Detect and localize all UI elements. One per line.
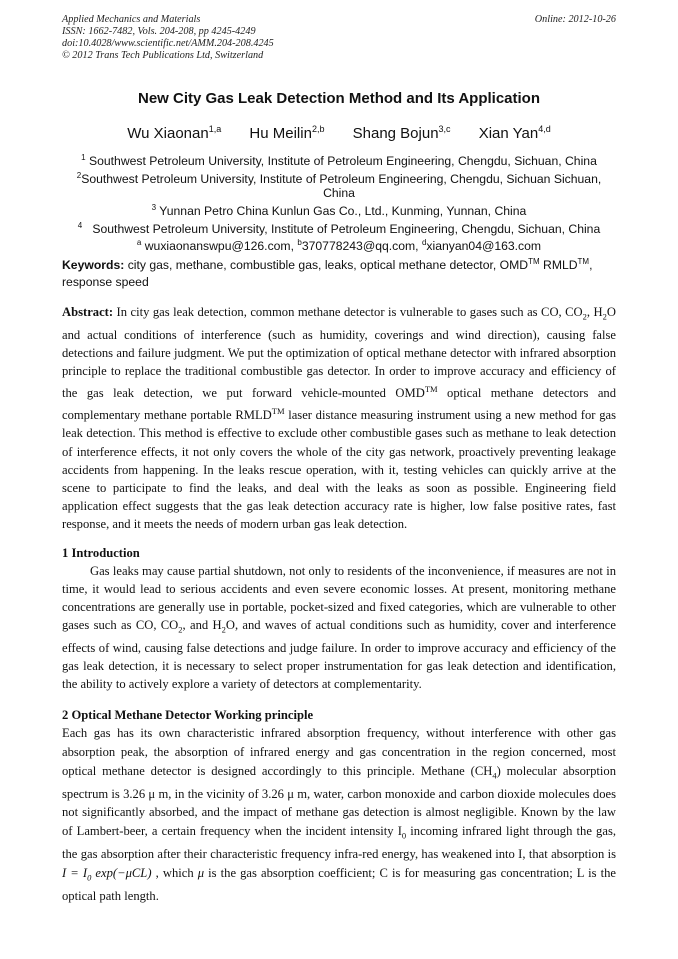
email-line: $^a$ wuxiaonanswpu@126.com, $^b$370778243@qq.com, $^d$xianyan04@163.com	[136, 238, 542, 254]
issn-line: ISSN: 1662-7482, Vols. 204-208, pp 4245-4249	[62, 26, 256, 37]
section-heading: 1 Introduction	[62, 546, 140, 560]
section-introduction	[62, 544, 616, 693]
absorption-formula: $I = I_0$ exp(−μCL)	[62, 866, 152, 883]
author: Wu Xiaonan$^{1,a}$	[127, 124, 222, 142]
author: Hu Meilin$^{2,b}$	[249, 124, 325, 142]
doi-line: doi:10.4028/www.scientific.net/AMM.204-208.4245	[62, 38, 274, 49]
email-link[interactable]: 370778243@qq.com,	[301, 239, 419, 254]
section-heading: 2 Optical Methane Detector Working principle	[62, 708, 314, 722]
abstract: Abstract: In city gas leak detection, common methane detector is vulnerable to gases such as CO, $CO_2$, $H_2O$ and actual conditions of interference (such as humidity, coverings and wind direction), causing false detections and failure judgment. We put the optimization of optical methane detector with infrared absorption principle to replace the traditional combustible gas detector. In order to improve accuracy and efficiency of the gas leak detection, we put forward vehicle-mounted OMD™ optical methane detectors and complementary methane portable RMLD™ laser distance measuring instrument using a new method for gas leak detection. This method is effective to exclude other combustible gases such as methane to leak detection of interference effects, it not only covers the whole of the city gas network, proactively preventing leakage accidents from happening. In the leaks rescue operation, with it, testing vehicles can quickly arrive at the scene to participate to find the leaks, and deal with the leaks as soon as possible. Engineering field application effect suggests that the gas leak detection accuracy rate is higher, low false positive rates, fast response, and it meets the needs of modern urban gas leak detection.	[62, 305, 616, 531]
section-working-principle	[62, 706, 616, 906]
journal-name: Applied Mechanics and Materials	[62, 14, 201, 25]
copyright-line: © 2012 Trans Tech Publications Ltd, Switzerland	[62, 50, 264, 61]
journal-header	[62, 14, 616, 62]
affiliation: $^2$Southwest Petroleum University, Institute of Petroleum Engineering, Chengdu, Sichuan Sichuan, China	[76, 170, 602, 201]
affiliation: $^4$ Southwest Petroleum University, Institute of Petroleum Engineering, Chengdu, Sichuan, China	[77, 220, 601, 236]
paper-title: New City Gas Leak Detection Method and Its Application	[137, 90, 540, 107]
email-link[interactable]: xianyan04@163.com	[426, 239, 542, 254]
email-link[interactable]: wuxiaonanswpu@126.com,	[144, 239, 294, 254]
keywords-label: Keywords:	[62, 258, 125, 273]
affiliation: $^3$ Yunnan Petro China Kunlun Gas Co., Ltd., Kunming, Yunnan, China	[151, 202, 527, 218]
affiliations	[62, 151, 616, 254]
online-date: Online: 2012-10-26	[534, 14, 616, 25]
abstract-label: Abstract:	[62, 305, 114, 319]
paragraph: Gas leaks may cause partial shutdown, not only to residents of the inconvenience, if measures are not in time, it would lead to serious accidents and even severe economic losses. At present, monitoring methane concentrations are generally use in portable, pocket-sized and fixed categories, which are vulnerable to other gases such as CO, $CO_2$, and $H_2O$, and waves of actual conditions such as humidity, cover and interference effects of wind, causing false detections and judge failure. In order to improve accuracy and efficiency of the gas leak detection, it is necessary to select proper instrumentation for gas leak detection and identification, the ability to actively explore a variety of detectors at complementarity.	[62, 564, 616, 692]
author: Xian Yan$^{4,d}$	[478, 124, 551, 142]
author: Shang Bojun$^{3,c}$	[352, 124, 451, 142]
author-list	[0, 124, 678, 142]
affiliation: $^1$ Southwest Petroleum University, Institute of Petroleum Engineering, Chengdu, Sichuan, China	[81, 153, 597, 169]
keywords: Keywords: city gas, methane, combustible gas, leaks, optical methane detector, OMD™ RMLD™, response speed	[62, 257, 593, 290]
paragraph: Each gas has its own characteristic infrared absorption frequency, without interference with other gas absorption peak, the absorption of infrared energy and gas concentration in the region concerned, most optical methane detector is designed accordingly to this principle. Methane $(CH_4)$ molecular absorption spectrum is 3.26 μ m, in the vicinity of 3.26 μ m, water, carbon monoxide and carbon dioxide molecules does not significantly absorbed, and the impact of methane gas detection is almost negligible. Known by the law of Lambert-beer, a certain frequency when the incident intensity $I_0$ incoming infrared light through the gas, the gas absorption after their characteristic frequency infra-red energy, has weakened into I, that absorption is $I = I_0$ exp(−μCL) , which μ is the gas absorption coefficient; C is for measuring gas concentration; L is the optical path length.	[62, 726, 616, 904]
